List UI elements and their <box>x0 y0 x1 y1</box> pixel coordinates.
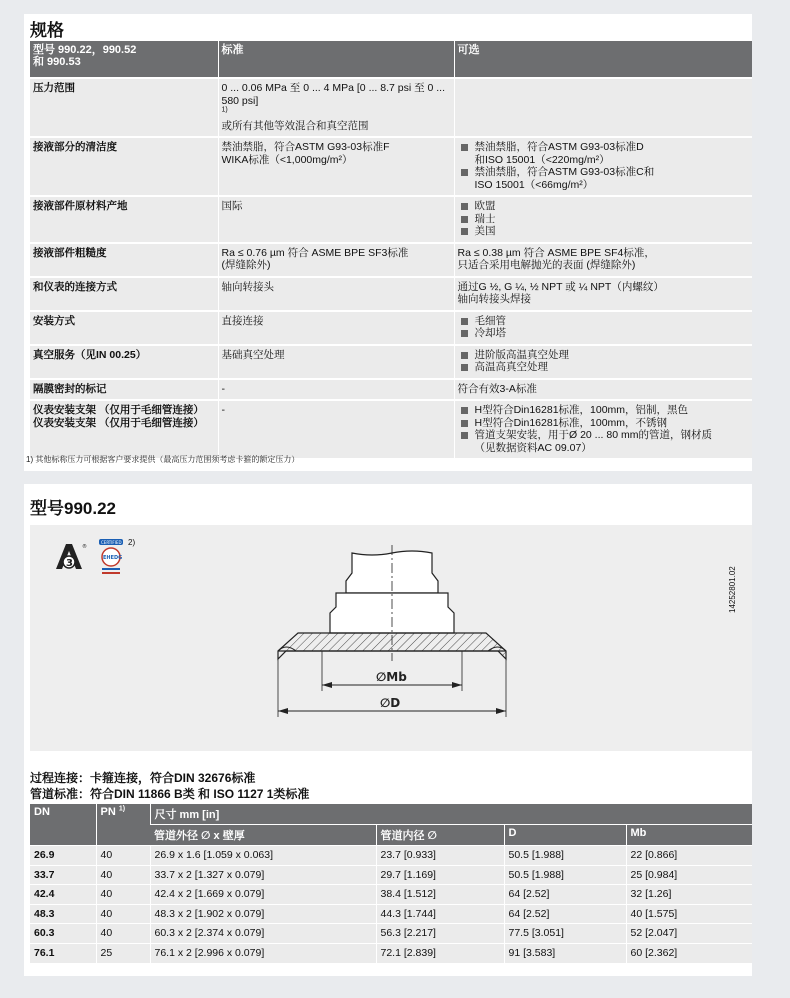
model-title: 型号990.22 <box>30 499 116 518</box>
dim-cell-d: 50.5 [1.988] <box>504 865 626 885</box>
spec-row-label: 接液部件原材料产地 <box>30 196 218 243</box>
dim-cell-od: 26.9 x 1.6 [1.059 x 0.063] <box>150 846 376 866</box>
dim-cell-dn: 26.9 <box>30 846 96 866</box>
svg-text:EHEDG: EHEDG <box>103 555 123 561</box>
spec-row-label: 和仪表的连接方式 <box>30 277 218 311</box>
dim-cell-od: 42.4 x 2 [1.669 x 0.079] <box>150 885 376 905</box>
dim-cell-d: 77.5 [3.051] <box>504 924 626 944</box>
dim-cell-od: 76.1 x 2 [2.996 x 0.079] <box>150 943 376 963</box>
spec-body <box>30 78 752 458</box>
spec-row-label: 压力范围 <box>30 78 218 137</box>
dim-cell-d: 50.5 [1.988] <box>504 846 626 866</box>
spec-row-label: 仪表安装支架 （仅用于毛细管连接） 仪表安装支架 （仅用于毛细管连接） <box>30 400 218 458</box>
dim-cell-mb: 40 [1.575] <box>626 904 752 924</box>
spec-row <box>30 196 752 243</box>
dim-header-dn: DN <box>30 804 96 846</box>
dim-cell-id: 29.7 [1.169] <box>376 865 504 885</box>
spec-row <box>30 311 752 345</box>
spec-row-label: 接液部件粗糙度 <box>30 243 218 277</box>
dim-cell-id: 44.3 [1.744] <box>376 904 504 924</box>
spec-row-standard: - <box>218 400 454 458</box>
spec-row <box>30 243 752 277</box>
spec-header-row <box>30 41 752 78</box>
spec-row-standard: 直接连接 <box>218 311 454 345</box>
svg-text:®: ® <box>82 544 87 550</box>
dim-row <box>30 904 752 924</box>
dim-row <box>30 865 752 885</box>
dim-header-row <box>30 804 752 825</box>
dim-row <box>30 885 752 905</box>
dim-cell-mb: 22 [0.866] <box>626 846 752 866</box>
spec-row-standard: Ra ≤ 0.76 µm 符合 ASME BPE SF3标准 (焊缝除外) <box>218 243 454 277</box>
spec-row <box>30 345 752 379</box>
spec-row-optional: H型符合Din16281标准，100mm，铝制，黑色 H型符合Din16281标准，100mm，不锈钢 管道支架安装，用于Ø 20 ... 80 mm的管道，钢材质 （见数据资料AC 09.07） <box>454 400 752 458</box>
spec-row-standard: 禁油禁脂，符合ASTM G93-03标准F WIKA标准（<1,000mg/m²） <box>218 137 454 196</box>
dim-cell-pn: 40 <box>96 924 150 944</box>
dim-row <box>30 924 752 944</box>
dim-header-size: 尺寸 mm [in] <box>150 804 752 825</box>
dim-cell-dn: 60.3 <box>30 924 96 944</box>
dim-cell-od: 48.3 x 2 [1.902 x 0.079] <box>150 904 376 924</box>
spec-row <box>30 379 752 401</box>
dim-row <box>30 943 752 963</box>
3a-logo-icon <box>52 542 86 572</box>
dim-body <box>30 846 752 963</box>
model-card <box>24 484 752 976</box>
dim-cell-pn: 40 <box>96 865 150 885</box>
pipe-standard: 管道标准：符合DIN 11866 B类 和 ISO 1127 1类标准 <box>30 787 310 801</box>
spec-row-standard: 国际 <box>218 196 454 243</box>
dim-cell-mb: 25 [0.984] <box>626 865 752 885</box>
dim-header-pn: PN $^{1)}$ <box>96 804 150 846</box>
spec-table <box>30 41 752 458</box>
dim-cell-id: 23.7 [0.933] <box>376 846 504 866</box>
dim-cell-dn: 76.1 <box>30 943 96 963</box>
dim-cell-od: 60.3 x 2 [2.374 x 0.079] <box>150 924 376 944</box>
spec-header-standard: 标准 <box>218 41 454 78</box>
spec-title: 规格 <box>30 21 64 40</box>
drawing-panel <box>30 525 752 751</box>
dim-cell-id: 72.1 [2.839] <box>376 943 504 963</box>
spec-header-optional: 可选 <box>454 41 752 78</box>
dim-cell-pn: 40 <box>96 885 150 905</box>
spec-row-optional <box>454 78 752 137</box>
dim-cell-od: 33.7 x 2 [1.327 x 0.079] <box>150 865 376 885</box>
spec-row <box>30 137 752 196</box>
dim-header-id: 管道内径 ∅ <box>376 825 504 846</box>
spec-row-optional: 进阶版高温真空处理 高温高真空处理 <box>454 345 752 379</box>
spec-row <box>30 400 752 458</box>
dim-cell-id: 38.4 [1.512] <box>376 885 504 905</box>
doc-number: 14252801.02 <box>728 566 737 613</box>
dim-cell-dn: 33.7 <box>30 865 96 885</box>
spec-row-label: 真空服务（见IN 00.25） <box>30 345 218 379</box>
dimension-table <box>30 804 752 963</box>
dim-cell-mb: 52 [2.047] <box>626 924 752 944</box>
spec-header-model: 型号 990.22，990.52 和 990.53 <box>30 41 218 78</box>
dim-cell-dn: 48.3 <box>30 904 96 924</box>
spec-row-optional: 禁油禁脂，符合ASTM G93-03标准D 和ISO 15001（<220mg/m²） 禁油禁脂，符合ASTM G93-03标准C和 ISO 15001（<66mg/m²） <box>454 137 752 196</box>
dim-cell-d: 64 [2.52] <box>504 904 626 924</box>
svg-text:CERTIFIED: CERTIFIED <box>101 540 122 545</box>
spec-row-optional: 毛细管 冷却塔 <box>454 311 752 345</box>
spec-footnote: 1) 其他标称压力可根据客户要求提供（最高压力范围须考虑卡箍的额定压力） <box>26 455 300 464</box>
dim-header-d: D <box>504 825 626 846</box>
spec-row-optional: 欧盟 瑞士 美国 <box>454 196 752 243</box>
spec-row <box>30 277 752 311</box>
process-connection: 过程连接：卡箍连接，符合DIN 32676标准 <box>30 771 256 785</box>
dim-cell-d: 91 [3.583] <box>504 943 626 963</box>
dim-cell-dn: 42.4 <box>30 885 96 905</box>
spec-row-standard: - <box>218 379 454 401</box>
ehedg-certified-icon <box>96 537 126 579</box>
dim-cell-id: 56.3 [2.217] <box>376 924 504 944</box>
dim-cell-pn: 40 <box>96 904 150 924</box>
dim-cell-mb: 32 [1.26] <box>626 885 752 905</box>
spec-row-label: 接液部分的清洁度 <box>30 137 218 196</box>
spec-row-optional: Ra ≤ 0.38 µm 符合 ASME BPE SF4标准， 只适合采用电解抛光的表面 (焊缝除外) <box>454 243 752 277</box>
spec-card <box>24 14 752 471</box>
dim-cell-mb: 60 [2.362] <box>626 943 752 963</box>
dim-header-od: 管道外径 ∅ x 壁厚 <box>150 825 376 846</box>
spec-row-label: 隔膜密封的标记 <box>30 379 218 401</box>
dim-cell-pn: 40 <box>96 846 150 866</box>
dim-mb-label: ∅Mb <box>376 670 407 684</box>
cert-footnote: 2) <box>128 538 136 547</box>
spec-row-optional: 通过G ½, G ¼, ½ NPT 或 ¼ NPT（内螺纹） 轴向转接头焊接 <box>454 277 752 311</box>
flange-drawing <box>30 525 752 751</box>
dim-cell-d: 64 [2.52] <box>504 885 626 905</box>
dim-row <box>30 846 752 866</box>
spec-row-optional: 符合有效3-A标准 <box>454 379 752 401</box>
spec-row-standard: 轴向转接头 <box>218 277 454 311</box>
dim-header-mb: Mb <box>626 825 752 846</box>
dim-d-label: ∅D <box>380 696 401 710</box>
spec-row <box>30 78 752 137</box>
spec-row-standard: 0 ... 0.06 MPa 至 0 ... 4 MPa [0 ... 8.7 psi 至 0 ... 580 psi] $^{1)}$ 或所有其他等效混合和真空范围 <box>218 78 454 137</box>
dim-cell-pn: 25 <box>96 943 150 963</box>
spec-row-standard: 基础真空处理 <box>218 345 454 379</box>
svg-text:3: 3 <box>66 558 73 569</box>
spec-row-label: 安装方式 <box>30 311 218 345</box>
